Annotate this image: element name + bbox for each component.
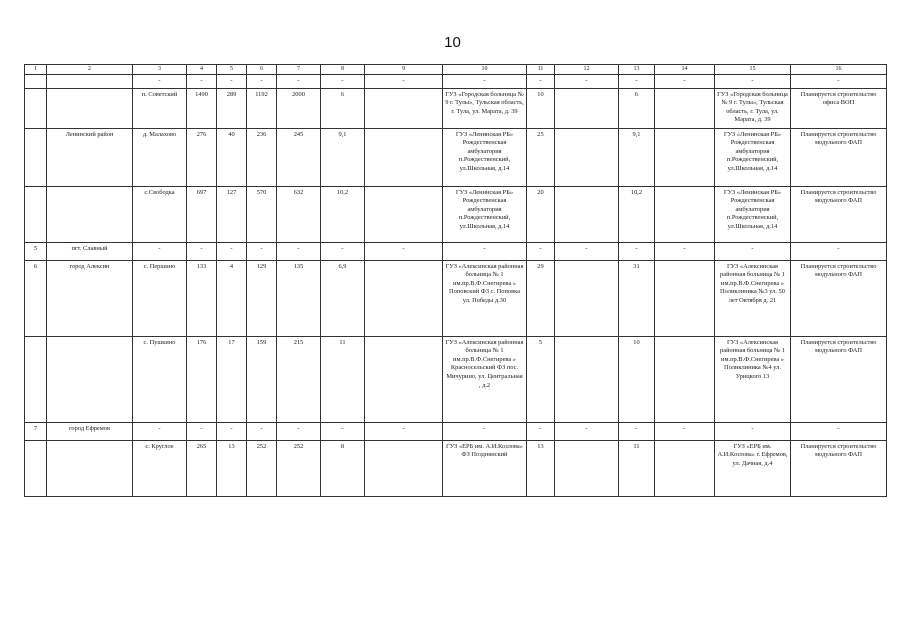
col-9-cell: - bbox=[365, 422, 443, 440]
col-14-cell bbox=[655, 260, 715, 336]
district-cell: Ленинский район bbox=[47, 128, 133, 186]
distance-2-cell: 8 bbox=[321, 440, 365, 496]
distance-1-cell: 135 bbox=[277, 260, 321, 336]
planned-action-cell: Планируется строительство модульного ФАП bbox=[791, 260, 887, 336]
population-adults-cell: - bbox=[247, 242, 277, 260]
col-14-cell bbox=[655, 336, 715, 422]
population-total-cell: - bbox=[187, 242, 217, 260]
distance-2-cell: - bbox=[321, 422, 365, 440]
population-total-cell: - bbox=[187, 75, 217, 89]
medical-org-1-cell: - bbox=[443, 75, 527, 89]
distance-2-cell: 9,1 bbox=[321, 128, 365, 186]
column-number: 2 bbox=[47, 65, 133, 75]
population-total-cell: 265 bbox=[187, 440, 217, 496]
row-number-cell bbox=[25, 186, 47, 242]
planned-action-cell: Планируется строительство модульного ФАП bbox=[791, 440, 887, 496]
col-14-cell bbox=[655, 128, 715, 186]
planned-action-cell: Планируется строительство модульного ФАП bbox=[791, 336, 887, 422]
col-9-cell bbox=[365, 186, 443, 242]
distance-1-cell: - bbox=[277, 242, 321, 260]
population-adults-cell: 570 bbox=[247, 186, 277, 242]
population-total-cell: 133 bbox=[187, 260, 217, 336]
distance-4-cell: 11 bbox=[619, 440, 655, 496]
column-number: 16 bbox=[791, 65, 887, 75]
medical-org-2-cell: ГУЗ «Алексинская районная больница № 1 им.пр.В.Ф.Снегирева » Поликлиника №4 ул. Урицкого 13 bbox=[715, 336, 791, 422]
col-12-cell: - bbox=[555, 242, 619, 260]
distance-3-cell: 25 bbox=[527, 128, 555, 186]
column-number: 10 bbox=[443, 65, 527, 75]
col-14-cell: - bbox=[655, 242, 715, 260]
page-number: 10 bbox=[444, 34, 461, 51]
table-row bbox=[25, 422, 887, 440]
medical-org-2-cell: ГУЗ «Алексинская районная больница № 1 им.пр.В.Ф.Снегирева » Поликлиника №3 ул. 50 лет Октября д. 21 bbox=[715, 260, 791, 336]
col-9-cell bbox=[365, 88, 443, 128]
column-number: 13 bbox=[619, 65, 655, 75]
distance-4-cell: - bbox=[619, 242, 655, 260]
population-total-cell: 697 bbox=[187, 186, 217, 242]
col-14-cell: - bbox=[655, 422, 715, 440]
settlement-cell: - bbox=[133, 75, 187, 89]
column-number: 14 bbox=[655, 65, 715, 75]
col-12-cell: - bbox=[555, 75, 619, 89]
col-12-cell bbox=[555, 88, 619, 128]
distance-1-cell: - bbox=[277, 422, 321, 440]
row-number-cell: 5 bbox=[25, 242, 47, 260]
settlement-cell: п. Советский bbox=[133, 88, 187, 128]
column-number: 5 bbox=[217, 65, 247, 75]
population-adults-cell: 1192 bbox=[247, 88, 277, 128]
distance-4-cell: - bbox=[619, 422, 655, 440]
column-number: 8 bbox=[321, 65, 365, 75]
table-row bbox=[25, 260, 887, 336]
col-12-cell bbox=[555, 128, 619, 186]
medical-org-1-cell: ГУЗ «Ленинская РБ» Рождественская амбулатория п.Рождественский, ул.Школьная, д.14 bbox=[443, 128, 527, 186]
distance-4-cell: 6 bbox=[619, 88, 655, 128]
population-children-cell: - bbox=[217, 422, 247, 440]
table-row bbox=[25, 242, 887, 260]
planned-action-cell: Планируется строительство модульного ФАП bbox=[791, 128, 887, 186]
col-9-cell: - bbox=[365, 242, 443, 260]
planned-action-cell: Планируется строительство модульного ФАП bbox=[791, 186, 887, 242]
table-row bbox=[25, 336, 887, 422]
col-9-cell: - bbox=[365, 75, 443, 89]
planned-action-cell: - bbox=[791, 422, 887, 440]
col-14-cell bbox=[655, 88, 715, 128]
medical-org-1-cell: ГУЗ «ЕРБ им. А.И.Козлова» ФЗ Позднянский bbox=[443, 440, 527, 496]
planned-action-cell: Планируется строительство офиса ВОП bbox=[791, 88, 887, 128]
population-adults-cell: 236 bbox=[247, 128, 277, 186]
district-cell: пгт. Славный bbox=[47, 242, 133, 260]
row-number-cell bbox=[25, 88, 47, 128]
column-number-row bbox=[25, 65, 887, 75]
settlement-cell: с. Першино bbox=[133, 260, 187, 336]
distance-2-cell: 10,2 bbox=[321, 186, 365, 242]
distance-3-cell: - bbox=[527, 75, 555, 89]
distance-2-cell: 6 bbox=[321, 88, 365, 128]
population-adults-cell: 252 bbox=[247, 440, 277, 496]
row-number-cell bbox=[25, 128, 47, 186]
population-children-cell: - bbox=[217, 75, 247, 89]
settlement-cell: д. Малахово bbox=[133, 128, 187, 186]
col-9-cell bbox=[365, 336, 443, 422]
population-children-cell: - bbox=[217, 242, 247, 260]
column-number: 12 bbox=[555, 65, 619, 75]
distance-3-cell: 29 bbox=[527, 260, 555, 336]
distance-1-cell: 245 bbox=[277, 128, 321, 186]
distance-1-cell: 632 bbox=[277, 186, 321, 242]
table-row bbox=[25, 88, 887, 128]
column-number: 3 bbox=[133, 65, 187, 75]
planned-action-cell: - bbox=[791, 75, 887, 89]
column-number: 11 bbox=[527, 65, 555, 75]
column-number: 6 bbox=[247, 65, 277, 75]
distance-2-cell: 11 bbox=[321, 336, 365, 422]
table-row bbox=[25, 440, 887, 496]
medical-org-2-cell: ГУЗ «Городская больница № 9 г. Тулы», Тульская область, г. Тула, ул. Марата, д. 39 bbox=[715, 88, 791, 128]
population-total-cell: 176 bbox=[187, 336, 217, 422]
population-children-cell: 17 bbox=[217, 336, 247, 422]
district-cell bbox=[47, 440, 133, 496]
col-12-cell bbox=[555, 440, 619, 496]
settlement-cell: с. Круглое bbox=[133, 440, 187, 496]
column-number: 1 bbox=[25, 65, 47, 75]
district-cell bbox=[47, 88, 133, 128]
column-number: 4 bbox=[187, 65, 217, 75]
medical-org-1-cell: ГУЗ «Ленинская РБ» Рождественская амбулатория п.Рождественский, ул.Школьная, д.14 bbox=[443, 186, 527, 242]
distance-4-cell: 10 bbox=[619, 336, 655, 422]
population-adults-cell: - bbox=[247, 75, 277, 89]
population-children-cell: 289 bbox=[217, 88, 247, 128]
population-children-cell: 4 bbox=[217, 260, 247, 336]
distance-2-cell: - bbox=[321, 242, 365, 260]
row-number-cell bbox=[25, 440, 47, 496]
col-14-cell bbox=[655, 186, 715, 242]
data-table bbox=[24, 64, 887, 497]
distance-3-cell: - bbox=[527, 242, 555, 260]
district-cell: город Алексин bbox=[47, 260, 133, 336]
district-cell: город Ефремов bbox=[47, 422, 133, 440]
population-total-cell: - bbox=[187, 422, 217, 440]
medical-org-2-cell: - bbox=[715, 242, 791, 260]
col-9-cell bbox=[365, 440, 443, 496]
distance-1-cell: 252 bbox=[277, 440, 321, 496]
table-row bbox=[25, 186, 887, 242]
medical-org-2-cell: ГУЗ «ЕРБ им. А.И.Козлова» г. Ефремов, ул. Дачная, д.4 bbox=[715, 440, 791, 496]
distance-1-cell: - bbox=[277, 75, 321, 89]
distance-3-cell: - bbox=[527, 422, 555, 440]
col-12-cell bbox=[555, 260, 619, 336]
row-number-cell: 6 bbox=[25, 260, 47, 336]
distance-4-cell: 31 bbox=[619, 260, 655, 336]
column-number: 9 bbox=[365, 65, 443, 75]
district-cell bbox=[47, 336, 133, 422]
distance-4-cell: 9,1 bbox=[619, 128, 655, 186]
medical-org-1-cell: ГУЗ «Алексинская районная больница № 1 им.пр.В.Ф.Снегирева » Поповский ФЗ с. Поповка ул. Победы д.30 bbox=[443, 260, 527, 336]
distance-3-cell: 13 bbox=[527, 440, 555, 496]
col-14-cell bbox=[655, 440, 715, 496]
population-adults-cell: 129 bbox=[247, 260, 277, 336]
medical-org-1-cell: - bbox=[443, 242, 527, 260]
distance-1-cell: 215 bbox=[277, 336, 321, 422]
col-12-cell: - bbox=[555, 422, 619, 440]
district-cell bbox=[47, 75, 133, 89]
row-number-cell bbox=[25, 75, 47, 89]
row-number-cell bbox=[25, 336, 47, 422]
distance-4-cell: 10,2 bbox=[619, 186, 655, 242]
settlement-cell: - bbox=[133, 242, 187, 260]
medical-org-1-cell: ГУЗ «Городская больница № 9 г. Тулы», Тульская область, г. Тула, ул. Марата, д. 39 bbox=[443, 88, 527, 128]
population-total-cell: 1490 bbox=[187, 88, 217, 128]
population-children-cell: 40 bbox=[217, 128, 247, 186]
column-number: 7 bbox=[277, 65, 321, 75]
medical-org-2-cell: ГУЗ «Ленинская РБ» Рождественская амбулатория п.Рождественский, ул.Школьная, д.14 bbox=[715, 128, 791, 186]
district-cell bbox=[47, 186, 133, 242]
distance-2-cell: - bbox=[321, 75, 365, 89]
col-12-cell bbox=[555, 336, 619, 422]
distance-1-cell: 2000 bbox=[277, 88, 321, 128]
medical-org-1-cell: ГУЗ «Алексинская районная больница № 1 им.пр.В.Ф.Снегирева » Красносельский ФЗ пос. Мичурино, ул. Центральная , д.2 bbox=[443, 336, 527, 422]
population-adults-cell: 159 bbox=[247, 336, 277, 422]
distance-3-cell: 10 bbox=[527, 88, 555, 128]
medical-org-2-cell: ГУЗ «Ленинская РБ» Рождественская амбулатория п.Рождественский, ул.Школьная, д.14 bbox=[715, 186, 791, 242]
table-row bbox=[25, 128, 887, 186]
col-14-cell: - bbox=[655, 75, 715, 89]
settlement-cell: - bbox=[133, 422, 187, 440]
col-12-cell bbox=[555, 186, 619, 242]
settlement-cell: с.Свободка bbox=[133, 186, 187, 242]
distance-3-cell: 20 bbox=[527, 186, 555, 242]
population-adults-cell: - bbox=[247, 422, 277, 440]
table-row bbox=[25, 75, 887, 89]
distance-2-cell: 6,9 bbox=[321, 260, 365, 336]
population-children-cell: 13 bbox=[217, 440, 247, 496]
population-children-cell: 127 bbox=[217, 186, 247, 242]
planned-action-cell: - bbox=[791, 242, 887, 260]
medical-org-1-cell: - bbox=[443, 422, 527, 440]
population-total-cell: 276 bbox=[187, 128, 217, 186]
column-number: 15 bbox=[715, 65, 791, 75]
settlement-cell: с. Пушкино bbox=[133, 336, 187, 422]
col-9-cell bbox=[365, 128, 443, 186]
distance-3-cell: 5 bbox=[527, 336, 555, 422]
medical-org-2-cell: - bbox=[715, 422, 791, 440]
col-9-cell bbox=[365, 260, 443, 336]
distance-4-cell: - bbox=[619, 75, 655, 89]
medical-org-2-cell: - bbox=[715, 75, 791, 89]
row-number-cell: 7 bbox=[25, 422, 47, 440]
